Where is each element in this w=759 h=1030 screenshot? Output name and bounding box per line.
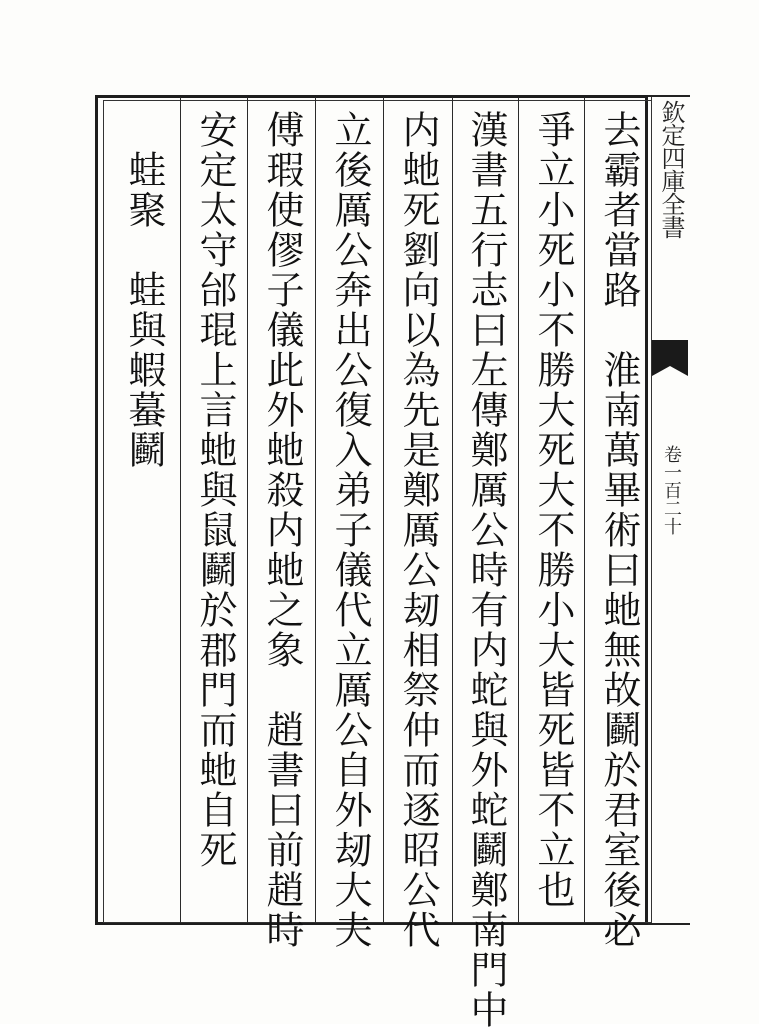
text-column-4: 内虵死劉向以為先是鄭厲公刼相祭仲而逐昭公代: [396, 110, 440, 950]
column-rule: [383, 97, 384, 923]
column-rule: [315, 97, 316, 923]
column-rule: [452, 97, 453, 923]
gutter-rule: [651, 97, 652, 923]
text-column-2: 爭立小死小不勝大死大不勝小大皆死皆不立也: [531, 110, 575, 910]
column-rule: [180, 97, 181, 923]
text-column-1: 去霸者當路 淮南萬畢術曰虵無故鬬於君室後必: [597, 110, 641, 950]
text-column-3: 漢書五行志曰左傳鄭厲公時有内蛇與外蛇鬬鄭南門中: [464, 110, 508, 1030]
text-column-6: 傅瑕使僇子儀此外虵殺内虵之象 趙書曰前趙時: [260, 110, 304, 950]
fishtail-mark-icon: [652, 340, 688, 366]
text-column-5: 立後厲公奔出公復入弟子儀代立厲公自外刼大夫: [328, 110, 372, 950]
column-rule: [518, 97, 519, 923]
book-title: 欽定四庫全書: [657, 100, 685, 238]
column-rule: [247, 97, 248, 923]
text-column-8: 蛙聚 蛙與蝦蟇鬬: [122, 110, 166, 470]
text-column-7: 安定太守邰琨上言虵與鼠鬬於郡門而虵自死: [193, 110, 237, 870]
column-rule: [584, 97, 585, 923]
volume-number: 卷一百二十: [661, 445, 682, 535]
